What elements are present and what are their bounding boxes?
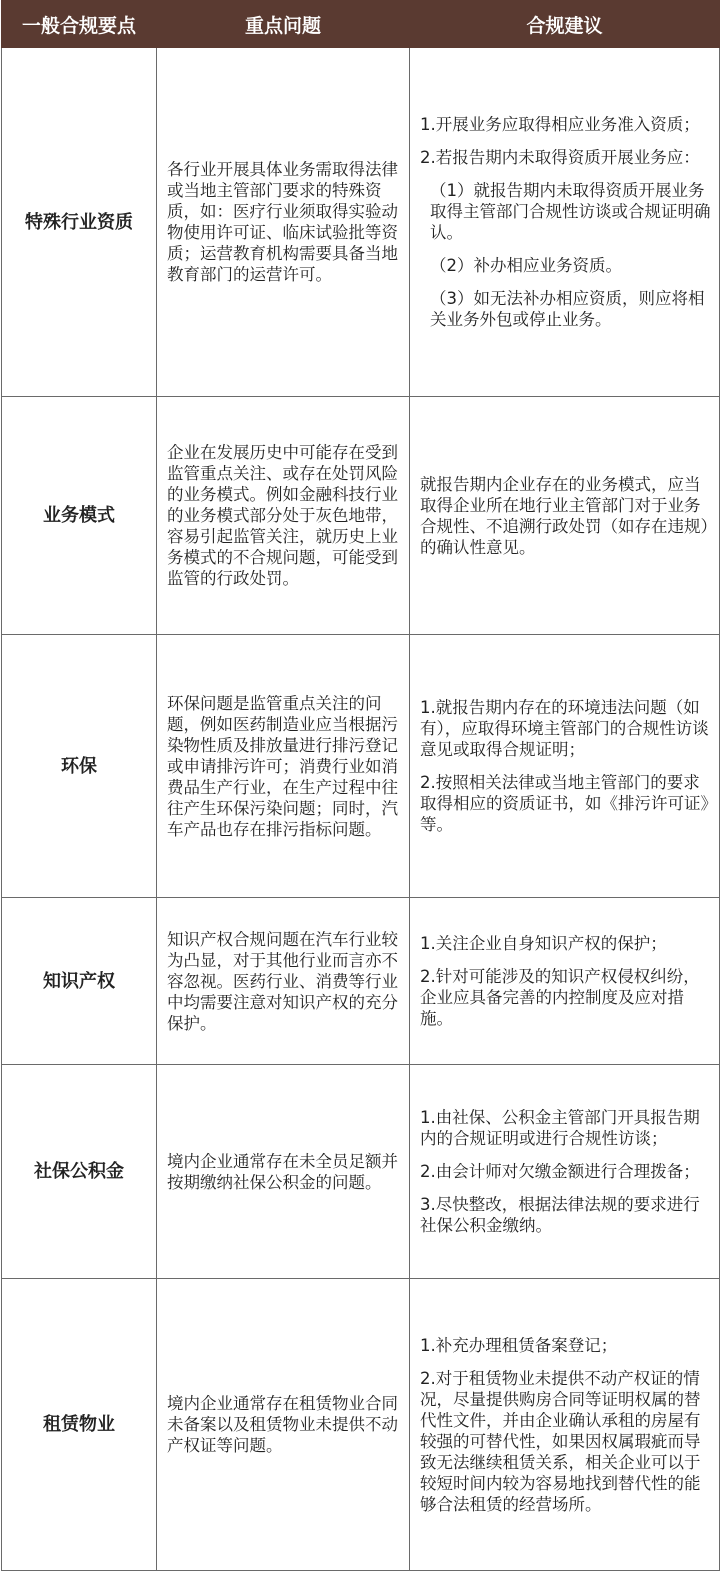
row-category: 社保公积金 xyxy=(2,1065,157,1279)
table-row xyxy=(2,898,720,1065)
row-issue: 知识产权合规问题在汽车行业较为凸显，对于其他行业而言亦不容忽视。医药行业、消费等行业中均需要注意对知识产权的充分保护。 xyxy=(157,898,410,1065)
row-issue: 境内企业通常存在未全员足额并按期缴纳社保公积金的问题。 xyxy=(157,1065,410,1279)
row-advice xyxy=(410,635,720,898)
advice-paragraph: 2.由会计师对欠缴金额进行合理拨备； xyxy=(420,1162,700,1181)
advice-paragraph: （1）就报告期内未取得资质开展业务取得主管部门合规性访谈或合规证明确认。 xyxy=(430,181,711,242)
table-row xyxy=(2,48,720,397)
header-key-issues: 重点问题 xyxy=(157,1,410,48)
row-issue: 企业在发展历史中可能存在受到监管重点关注、或存在处罚风险的业务模式。例如金融科技行业的业务模式部分处于灰色地带，容易引起监管关注，就历史上业务模式的不合规问题，可能受到监管的行政处罚。 xyxy=(157,397,410,635)
advice-paragraph: 1.开展业务应取得相应业务准入资质； xyxy=(420,115,700,134)
row-issue: 环保问题是监管重点关注的问题，例如医药制造业应当根据污染物性质及排放量进行排污登记或申请排污许可；消费行业如消费品生产行业，在生产过程中往往产生环保污染问题；同时，汽车产品也存在排污指标问题。 xyxy=(157,635,410,898)
row-advice xyxy=(410,898,720,1065)
row-advice xyxy=(410,1279,720,1571)
advice-paragraph: 1.由社保、公积金主管部门开具报告期内的合规证明或进行合规性访谈； xyxy=(420,1108,700,1148)
row-advice xyxy=(410,397,720,635)
row-category: 特殊行业资质 xyxy=(2,48,157,397)
row-advice xyxy=(410,1065,720,1279)
row-issue: 境内企业通常存在租赁物业合同未备案以及租赁物业未提供不动产权证等问题。 xyxy=(157,1279,410,1571)
header-general-points: 一般合规要点 xyxy=(2,1,157,48)
advice-paragraph: （3）如无法补办相应资质，则应将相关业务外包或停止业务。 xyxy=(430,289,705,329)
header-compliance-advice: 合规建议 xyxy=(410,1,720,48)
table-row xyxy=(2,1279,720,1571)
row-category: 业务模式 xyxy=(2,397,157,635)
advice-paragraph: （2）补办相应业务资质。 xyxy=(430,256,622,275)
compliance-table xyxy=(1,0,720,1571)
advice-paragraph: 2.按照相关法律或当地主管部门的要求取得相应的资质证书，如《排污许可证》等。 xyxy=(420,773,709,834)
advice-paragraph: 1.关注企业自身知识产权的保护； xyxy=(420,934,667,953)
row-issue: 各行业开展具体业务需取得法律或当地主管部门要求的特殊资质，如：医疗行业须取得实验动物使用许可证、临床试验批等资质；运营教育机构需要具备当地教育部门的运营许可。 xyxy=(157,48,410,397)
table-row xyxy=(2,397,720,635)
table-row xyxy=(2,635,720,898)
advice-paragraph: 2.若报告期内未取得资质开展业务应： xyxy=(420,148,700,167)
row-category: 租赁物业 xyxy=(2,1279,157,1571)
row-category: 知识产权 xyxy=(2,898,157,1065)
row-category: 环保 xyxy=(2,635,157,898)
header-row xyxy=(2,1,720,48)
advice-paragraph: 2.对于租赁物业未提供不动产权证的情况，尽量提供购房合同等证明权属的替代性文件，并由企业确认承租的房屋有较强的可替代性，如果因权属瑕疵而导致无法继续租赁关系，相关企业可以于较短时间内较为容易地找到替代性的能够合法租赁的经营场所。 xyxy=(420,1368,701,1514)
advice-paragraph: 1.补充办理租赁备案登记； xyxy=(420,1335,618,1355)
row-advice xyxy=(410,48,720,397)
advice-paragraph: 3.尽快整改，根据法律法规的要求进行社保公积金缴纳。 xyxy=(420,1195,700,1235)
advice-paragraph: 2.针对可能涉及的知识产权侵权纠纷，企业应具备完善的内控制度及应对措施。 xyxy=(420,967,700,1028)
advice-paragraph: 就报告期内企业存在的业务模式，应当取得企业所在地行业主管部门对于业务合规性、不追溯行政处罚（如存在违规）的确认性意见。 xyxy=(420,474,709,557)
advice-paragraph: 1.就报告期内存在的环境违法问题（如有），应取得环境主管部门的合规性访谈意见或取得合规证明； xyxy=(420,698,709,759)
table-row xyxy=(2,1065,720,1279)
